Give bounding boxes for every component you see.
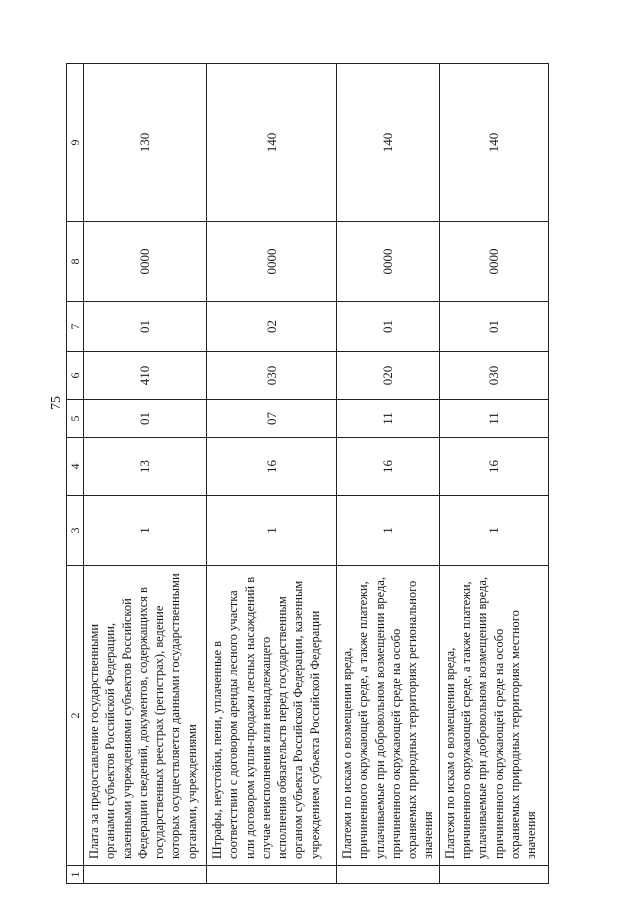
row-number-cell [207, 866, 337, 884]
description-cell: Плата за предоставление государственными органами субъектов Российской Федерации, казенными учреждениями субъектов Российской Федерации сведений, документов, содержащихся в государственных реестрах (регистрах), ведение которых осуществляется данными государственными органами, учреждениями [84, 566, 207, 866]
description-cell: Штрафы, неустойки, пени, уплаченные в соответствии с договором аренды лесного участка или договором купли-продажи лесных насаждений в случае неисполнения или ненадлежащего исполнения обязательств перед государственным органом субъекта Российской Федерации, казенным учреждением субъекта Российской Федерации [207, 566, 337, 866]
code-cell: 13 [84, 438, 207, 496]
row-number-cell [84, 866, 207, 884]
code-cell: 01 [337, 302, 440, 352]
code-cell: 16 [207, 438, 337, 496]
code-cell: 16 [337, 438, 440, 496]
table-row [84, 64, 207, 884]
code-cell: 0000 [439, 222, 548, 302]
code-cell: 16 [439, 438, 548, 496]
code-cell: 140 [337, 64, 440, 222]
header-cell: 5 [67, 400, 84, 438]
table-row [337, 64, 440, 884]
row-number-cell [439, 866, 548, 884]
code-cell: 0000 [337, 222, 440, 302]
code-cell: 01 [439, 302, 548, 352]
code-cell: 1 [207, 496, 337, 566]
page-number: 75 [49, 396, 64, 410]
row-number-cell [337, 866, 440, 884]
description-cell: Платежи по искам о возмещении вреда, причиненного окружающей среде, а также платежи, уплачиваемые при добровольном возмещении вреда, причиненного окружающей среде на особо охраняемых природных территориях регионального значения [337, 566, 440, 866]
description-cell: Платежи по искам о возмещении вреда, причиненного окружающей среде, а также платежи, уплачиваемые при добровольном возмещении вреда, причиненного окружающей среде на особо охраняемых природных территориях местного значения [439, 566, 548, 866]
header-cell: 6 [67, 352, 84, 400]
code-cell: 140 [439, 64, 548, 222]
code-cell: 02 [207, 302, 337, 352]
code-cell: 1 [84, 496, 207, 566]
code-cell: 130 [84, 64, 207, 222]
code-cell: 11 [337, 400, 440, 438]
table-row [207, 64, 337, 884]
budget-codes-table [66, 63, 549, 884]
table-row [439, 64, 548, 884]
rotated-table-wrapper [66, 64, 546, 884]
code-cell: 01 [84, 302, 207, 352]
code-cell: 07 [207, 400, 337, 438]
code-cell: 0000 [207, 222, 337, 302]
code-cell: 410 [84, 352, 207, 400]
header-cell: 4 [67, 438, 84, 496]
header-cell: 8 [67, 222, 84, 302]
header-cell: 9 [67, 64, 84, 222]
code-cell: 0000 [84, 222, 207, 302]
code-cell: 030 [207, 352, 337, 400]
header-cell: 2 [67, 566, 84, 866]
code-cell: 030 [439, 352, 548, 400]
header-row [67, 64, 84, 884]
code-cell: 1 [439, 496, 548, 566]
code-cell: 01 [84, 400, 207, 438]
code-cell: 1 [337, 496, 440, 566]
header-cell: 1 [67, 866, 84, 884]
header-cell: 7 [67, 302, 84, 352]
code-cell: 020 [337, 352, 440, 400]
code-cell: 11 [439, 400, 548, 438]
header-cell: 3 [67, 496, 84, 566]
code-cell: 140 [207, 64, 337, 222]
